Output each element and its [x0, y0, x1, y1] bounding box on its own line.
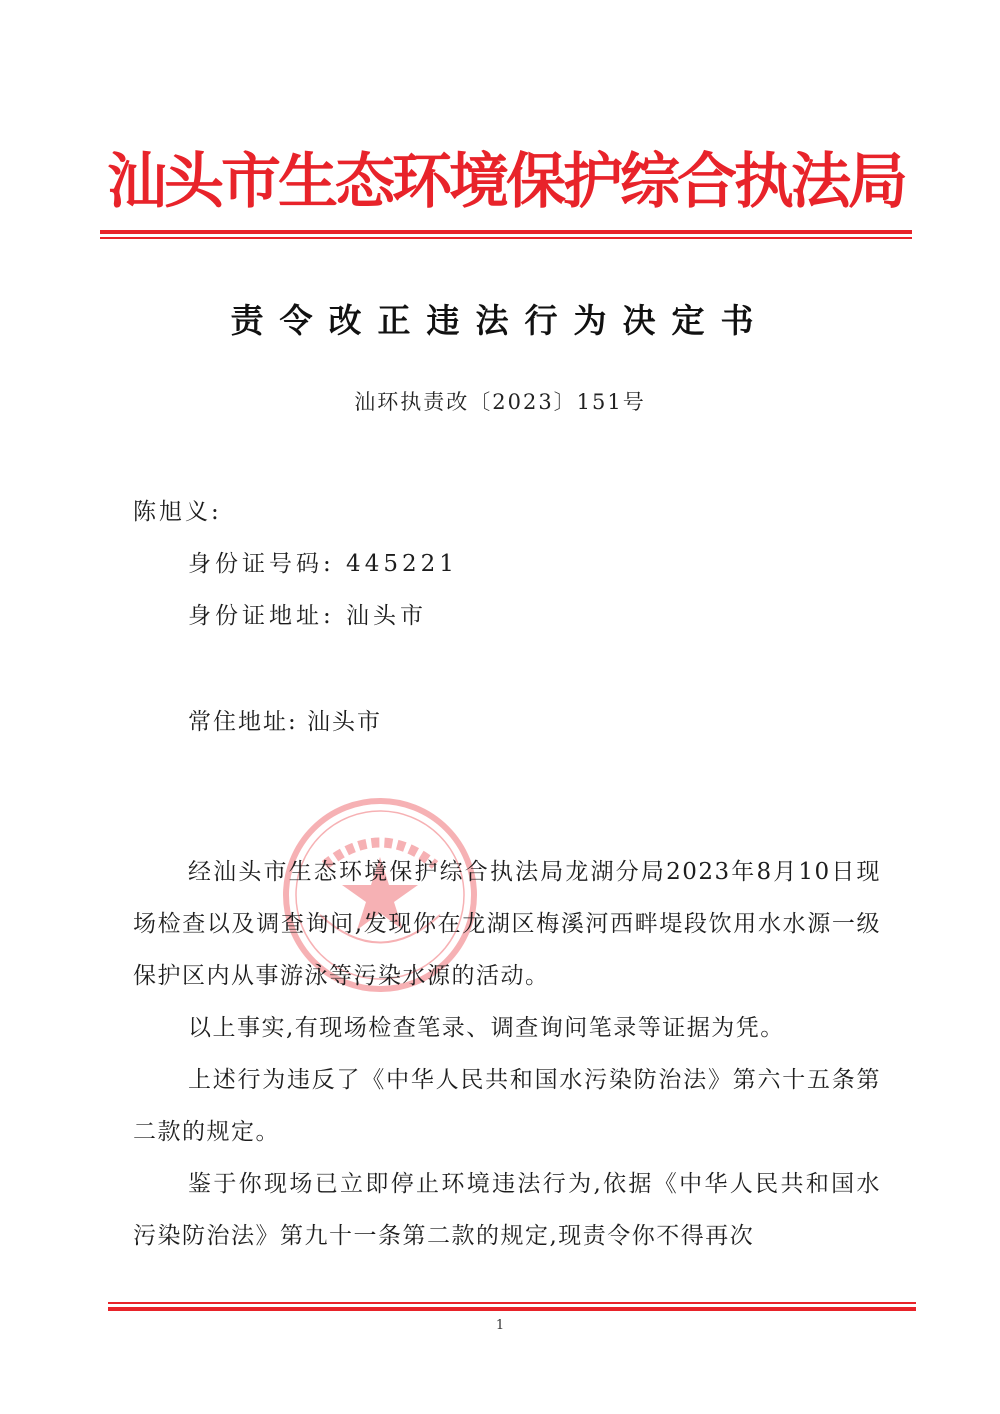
footer-rule-thin [108, 1302, 916, 1304]
footer-rule-thick [108, 1307, 916, 1311]
body-paragraph: 以上事实,有现场检查笔录、调查询问笔录等证据为凭。 [188, 1015, 785, 1041]
header-rule-thin [100, 237, 912, 239]
residence-field: 常住地址: 汕头市 [188, 709, 383, 735]
recipient-name: 陈旭义: [133, 499, 222, 525]
document-title: 责令改正违法行为决定书 [230, 301, 770, 340]
id-address-field: 身份证地址: 汕头市 [188, 603, 428, 629]
body-paragraph: 鉴于你现场已立即停止环境违法行为,依据《中华人民共和国水污染防治法》第九十一条第二款的规定,现责令你不得再次 [133, 1171, 881, 1249]
page-number: 1 [495, 1318, 505, 1333]
id-number-field: 身份证号码: 445221 [188, 551, 458, 577]
body-paragraph: 经汕头市生态环境保护综合执法局龙湖分局2023年8月10日现场检查以及调查询问,发现你在龙湖区梅溪河西畔堤段饮用水水源一级保护区内从事游泳等污染水源的活动。 [133, 859, 881, 989]
document-number: 汕环执责改〔2023〕151号 [354, 390, 646, 414]
header-rule-thick [100, 230, 912, 234]
agency-header: 汕头市生态环境保护综合执法局 [107, 147, 905, 217]
body-paragraph: 上述行为违反了《中华人民共和国水污染防治法》第六十五条第二款的规定。 [133, 1067, 881, 1145]
